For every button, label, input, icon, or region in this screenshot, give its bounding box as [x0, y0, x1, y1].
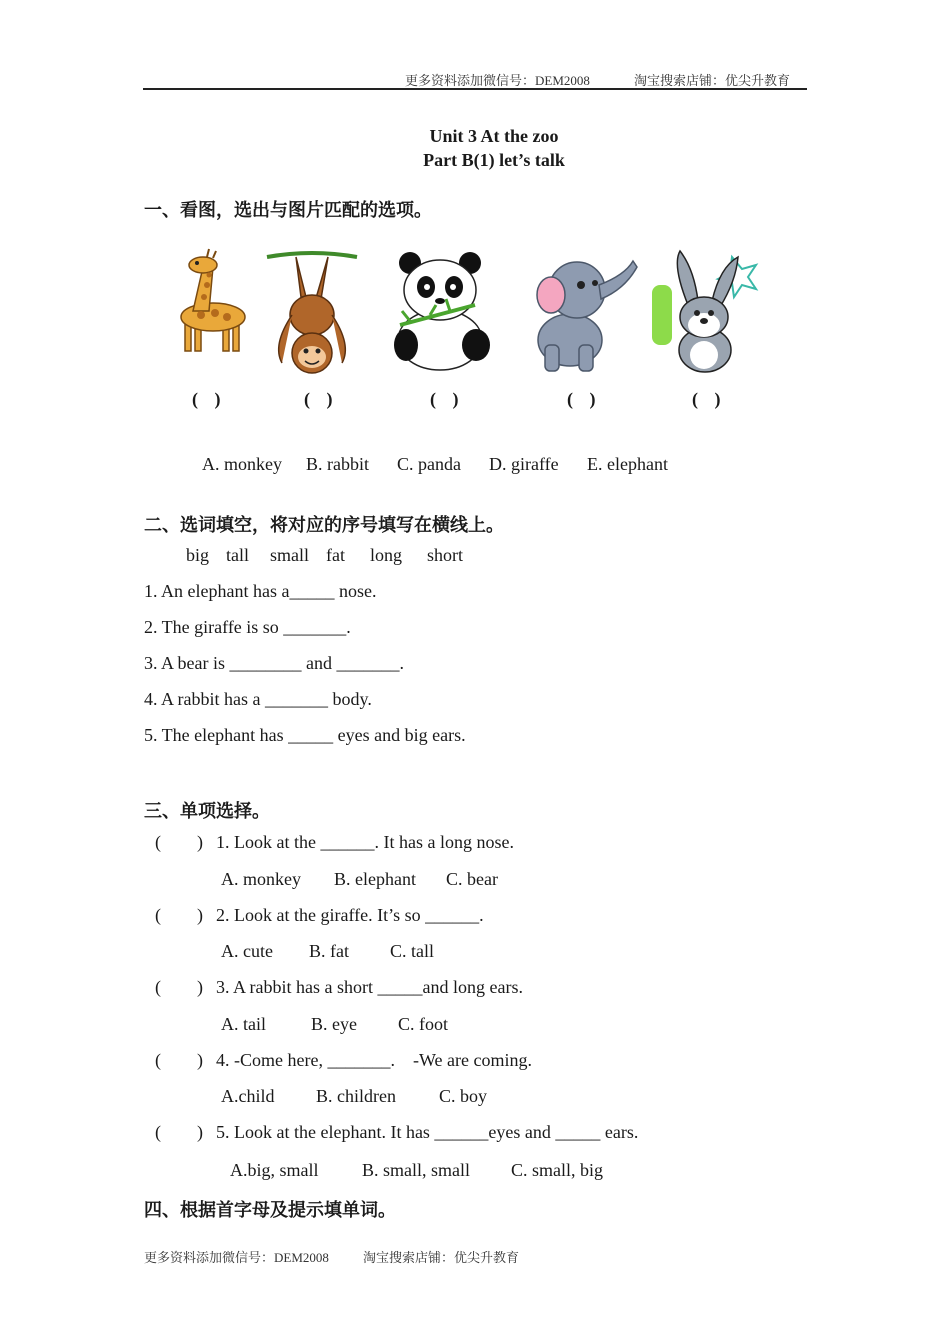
q5-option-c: C. small, big	[511, 1160, 604, 1180]
section3-heading: 三、单项选择。	[144, 801, 270, 822]
q4-answer-open[interactable]: (	[155, 1050, 161, 1070]
section4-heading: 四、根据首字母及提示填单词。	[144, 1200, 396, 1221]
q2-option-b: B. fat	[309, 941, 349, 961]
q4-option-a: A.child	[221, 1086, 275, 1106]
page-subtitle: Part B(1) let’s talk	[423, 150, 565, 170]
q5-answer-open[interactable]: (	[155, 1122, 161, 1142]
q2-text: 2. Look at the giraffe. It’s so ______.	[216, 905, 484, 925]
section1-heading: 一、看图，选出与图片匹配的选项。	[144, 200, 432, 221]
q1-option-a: A. monkey	[221, 869, 301, 889]
option-c: C. panda	[397, 454, 461, 474]
q5-option-a: A.big, small	[230, 1160, 319, 1180]
q3-option-a: A. tail	[221, 1014, 266, 1034]
word-short: short	[427, 545, 463, 565]
q5-text: 5. Look at the elephant. It has ______eyes and _____ ears.	[216, 1122, 639, 1142]
header-shop: 淘宝搜索店铺：优尖升教育	[634, 73, 791, 88]
panda-answer[interactable]: ( )	[430, 389, 465, 409]
page-title: Unit 3 At the zoo	[429, 126, 559, 146]
word-long: long	[370, 545, 403, 565]
q2-answer-open[interactable]: (	[155, 905, 161, 925]
q2-option-a: A. cute	[221, 941, 273, 961]
option-d: D. giraffe	[489, 454, 559, 474]
q1-answer-open[interactable]: (	[155, 832, 161, 852]
q4-option-c: C. boy	[439, 1086, 488, 1106]
q3-option-b: B. eye	[311, 1014, 357, 1034]
header-wechat: 更多资料添加微信号：DEM2008	[405, 73, 590, 88]
option-a: A. monkey	[202, 454, 282, 474]
q1-option-c: C. bear	[446, 869, 498, 889]
fill-item-5[interactable]: 5. The elephant has _____ eyes and big ears.	[144, 725, 466, 745]
elephant-answer[interactable]: ( )	[567, 389, 602, 409]
q4-option-b: B. children	[316, 1086, 396, 1106]
fill-item-1[interactable]: 1. An elephant has a_____ nose.	[144, 581, 377, 601]
option-e: E. elephant	[587, 454, 668, 474]
fill-item-2[interactable]: 2. The giraffe is so _______.	[144, 617, 351, 637]
fill-item-4[interactable]: 4. A rabbit has a _______ body.	[144, 689, 372, 709]
q5-answer-close: )	[197, 1122, 203, 1142]
q3-option-c: C. foot	[398, 1014, 449, 1034]
q1-text: 1. Look at the ______. It has a long nose.	[216, 832, 514, 852]
header-rule	[143, 88, 807, 90]
q1-answer-close: )	[197, 832, 203, 852]
q2-option-c: C. tall	[390, 941, 434, 961]
option-b: B. rabbit	[306, 454, 369, 474]
monkey-answer[interactable]: ( )	[304, 389, 339, 409]
section2-heading: 二、选词填空，将对应的序号填写在横线上。	[144, 515, 504, 536]
giraffe-answer[interactable]: ( )	[192, 389, 227, 409]
fill-item-3[interactable]: 3. A bear is ________ and _______.	[144, 653, 404, 673]
q4-answer-close: )	[197, 1050, 203, 1070]
q3-answer-close: )	[197, 977, 203, 997]
q3-answer-open[interactable]: (	[155, 977, 161, 997]
footer-shop: 淘宝搜索店铺：优尖升教育	[363, 1250, 520, 1265]
rabbit-answer[interactable]: ( )	[692, 389, 727, 409]
q5-option-b: B. small, small	[362, 1160, 470, 1180]
word-fat: fat	[326, 545, 345, 565]
q1-option-b: B. elephant	[334, 869, 416, 889]
word-tall: tall	[226, 545, 249, 565]
q3-text: 3. A rabbit has a short _____and long ears.	[216, 977, 523, 997]
footer-wechat: 更多资料添加微信号：DEM2008	[144, 1250, 329, 1265]
q4-text: 4. -Come here, _______. -We are coming.	[216, 1050, 532, 1070]
q2-answer-close: )	[197, 905, 203, 925]
word-big: big	[186, 545, 210, 565]
word-small: small	[270, 545, 309, 565]
